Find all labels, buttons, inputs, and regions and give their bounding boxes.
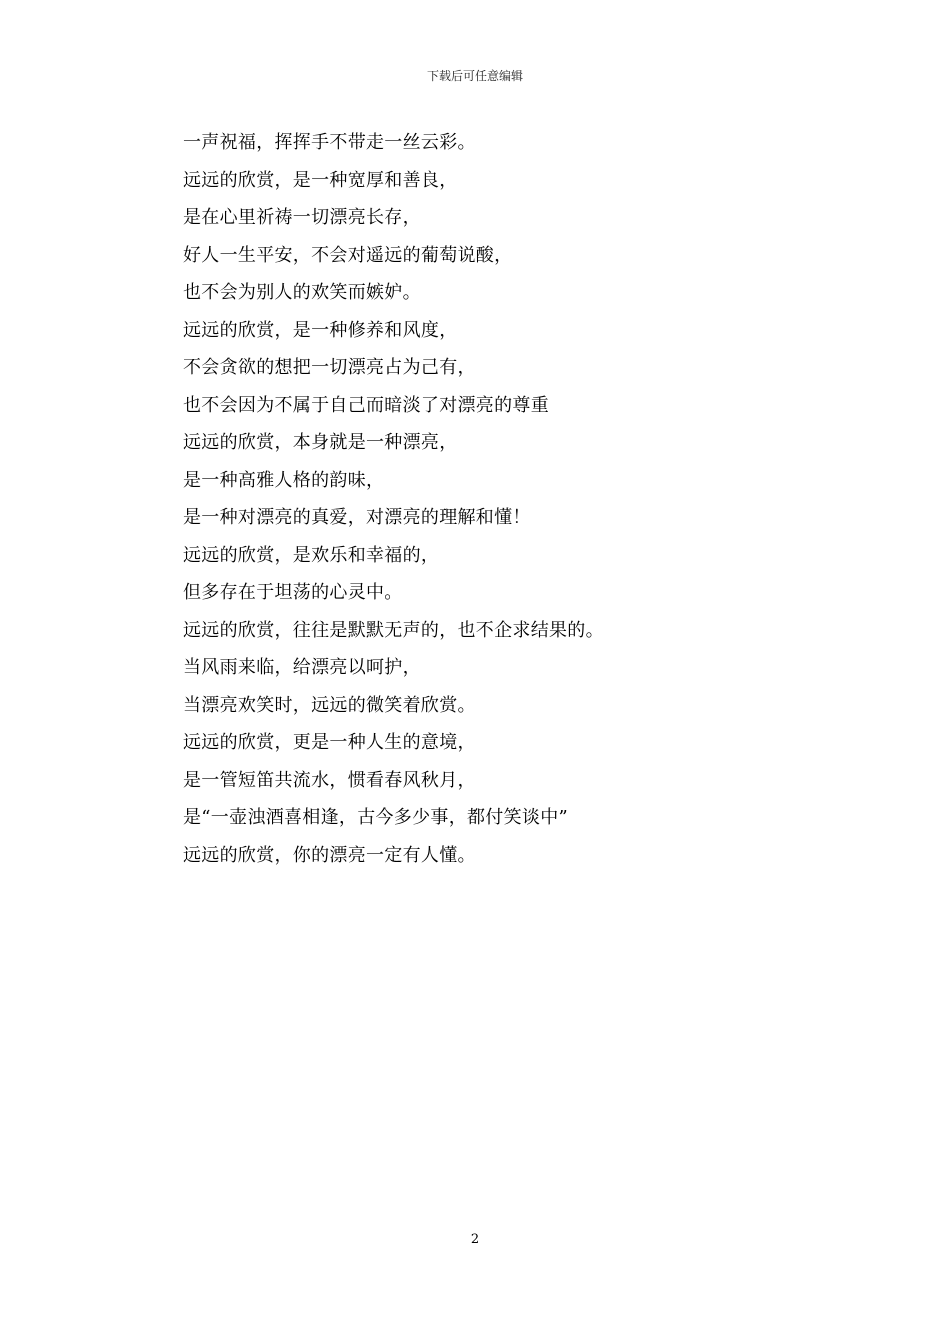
text-line: 也不会为别人的欢笑而嫉妒。 [183, 282, 421, 303]
text-line: 当风雨来临，给漂亮以呵护， [183, 657, 421, 678]
text-line: 远远的欣赏，是一种宽厚和善良， [183, 169, 458, 191]
text-line: 是一种对漂亮的真爱，对漂亮的理解和懂！ [183, 507, 531, 528]
text-line: 好人一生平安，不会对遥远的葡萄说酸， [183, 244, 513, 266]
text-line: 是“一壶浊酒喜相逢，古今多少事，都付笑谈中” [183, 807, 569, 828]
text-line: 远远的欣赏，是一种修养和风度， [183, 319, 458, 341]
text-line: 远远的欣赏，更是一种人生的意境， [183, 732, 476, 753]
page-header: 下载后可任意编辑 [426, 69, 523, 83]
text-line: 是在心里祈祷一切漂亮长存， [183, 207, 421, 228]
text-line: 远远的欣赏，往往是默默无声的，也不企求结果的。 [183, 619, 604, 641]
text-line: 远远的欣赏，本身就是一种漂亮， [183, 432, 458, 453]
text-line: 是一管短笛共流水，惯看春风秋月， [183, 769, 476, 791]
text-line: 远远的欣赏，是欢乐和幸福的， [183, 544, 440, 566]
text-line: 也不会因为不属于自己而暗淡了对漂亮的尊重 [183, 394, 549, 416]
text-line: 远远的欣赏，你的漂亮一定有人懂。 [183, 844, 476, 866]
text-line: 但多存在于坦荡的心灵中。 [183, 582, 403, 603]
page-number: 2 [470, 1232, 480, 1247]
text-line: 一声祝福，挥挥手不带走一丝云彩。 [183, 132, 476, 153]
poem-body [183, 124, 823, 874]
text-line: 当漂亮欢笑时，远远的微笑着欣赏。 [183, 694, 476, 716]
text-line: 不会贪欲的想把一切漂亮占为己有， [183, 357, 476, 378]
text-line: 是一种高雅人格的韵味， [183, 469, 385, 491]
